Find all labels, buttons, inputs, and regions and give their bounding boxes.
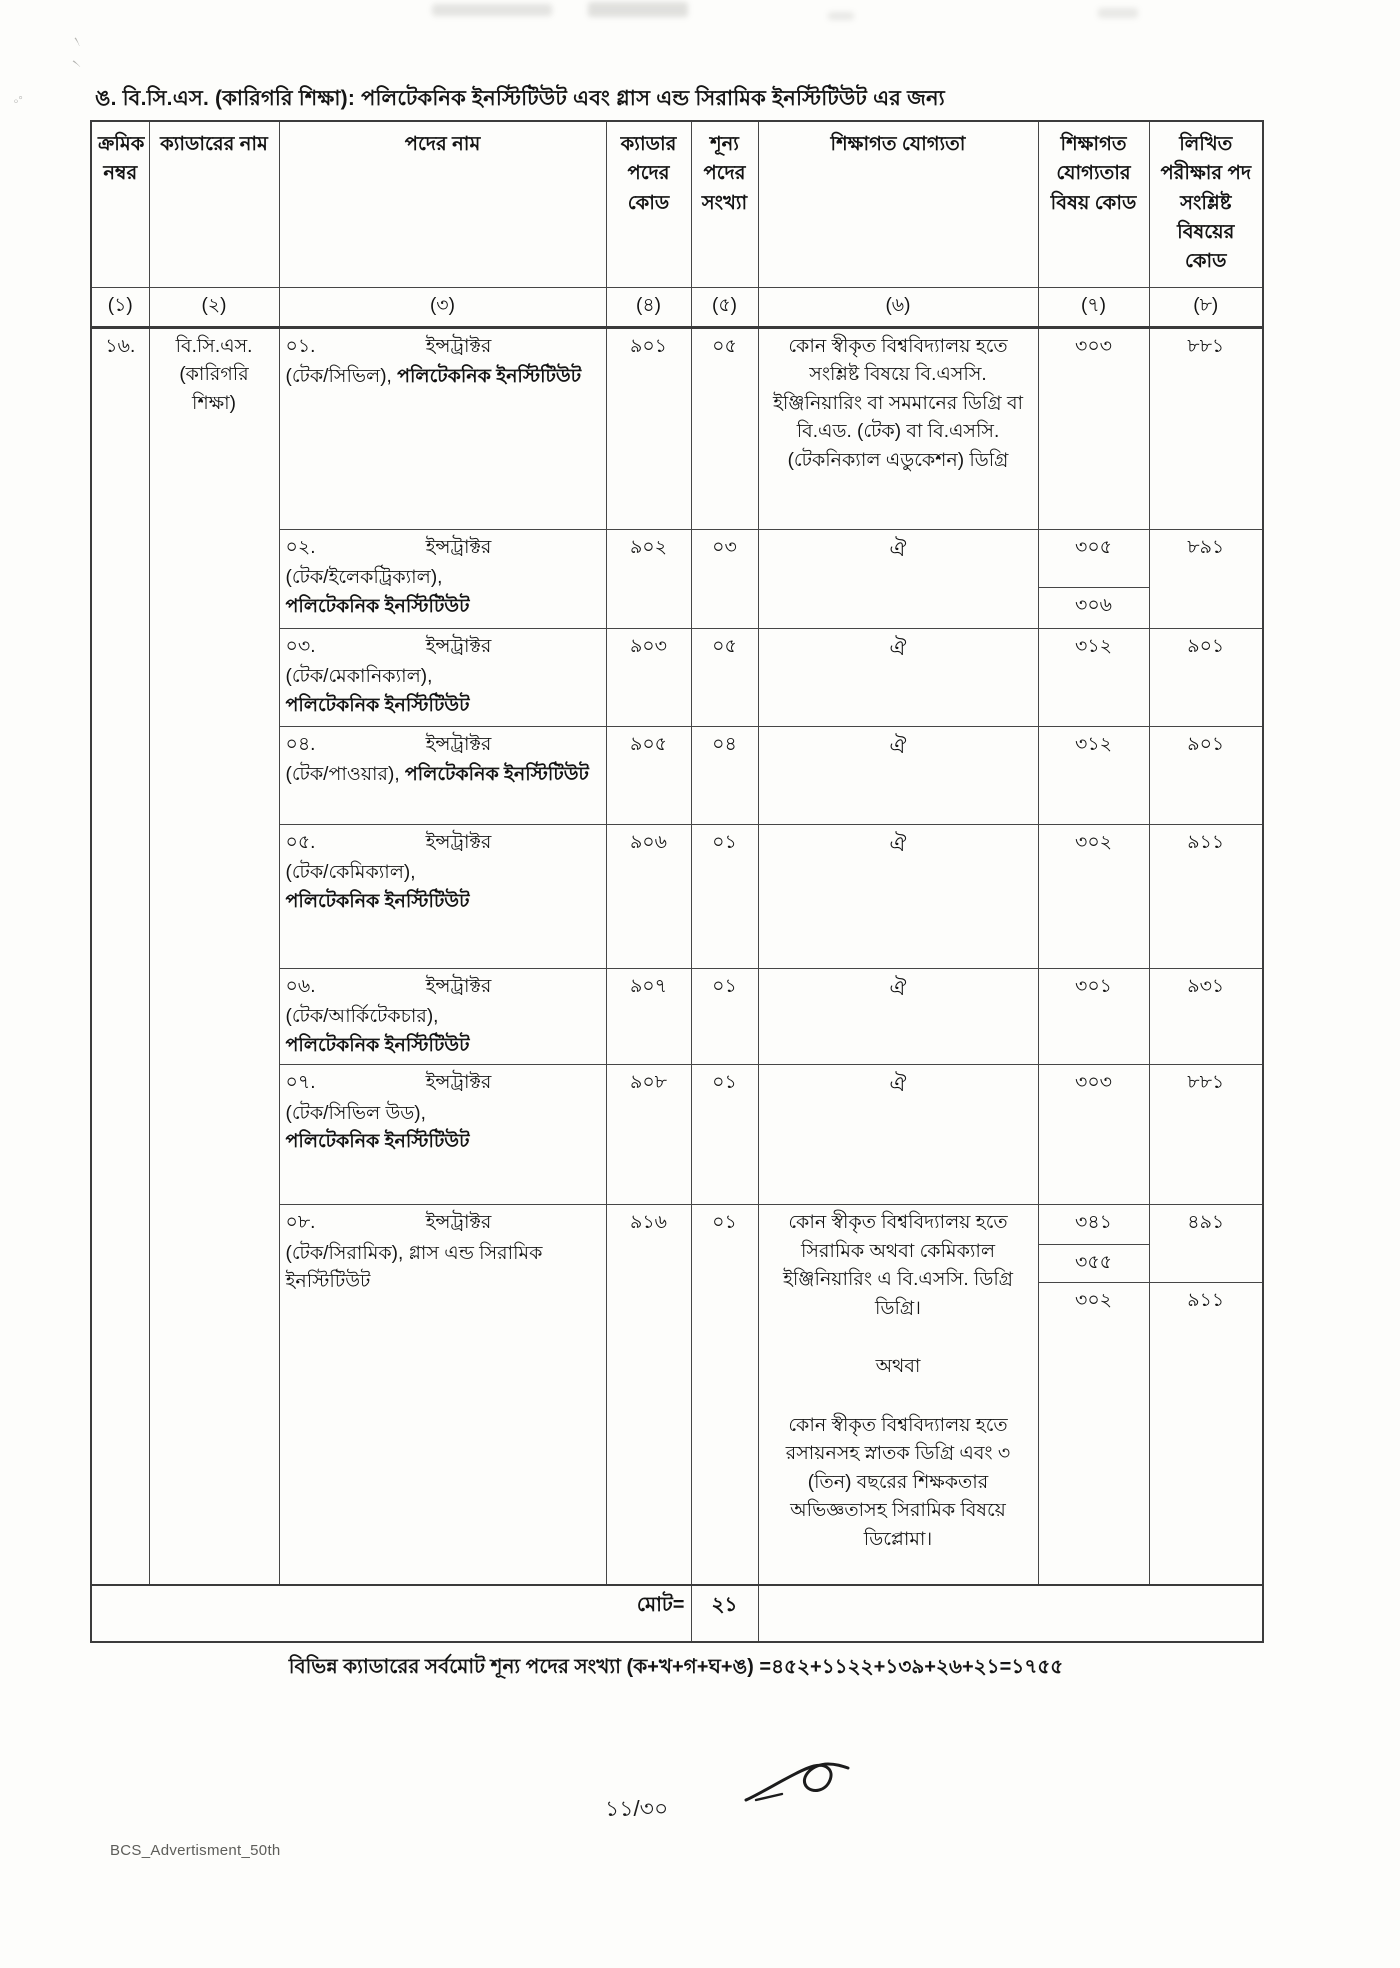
post-number: ০৭. — [285, 1072, 316, 1093]
col-header-cadre: ক্যাডারের নাম — [149, 121, 279, 287]
written-exam-code: ৯১১ — [1149, 1282, 1263, 1585]
written-exam-code: ৯১১ — [1149, 824, 1263, 968]
cadre-name-line1: বি.সি.এস. — [175, 335, 253, 357]
subject-code: ৩০৫ — [1038, 529, 1149, 587]
cadre-post-code: ৯০৩ — [606, 628, 691, 726]
vacancy-count: ০১ — [691, 968, 758, 1065]
subject-code: ৩৫৫ — [1038, 1245, 1149, 1283]
post-spec: (টেক/কেমিক্যাল), — [285, 862, 416, 883]
written-exam-code: ৮৮১ — [1149, 327, 1263, 529]
post-title: ইন্সট্রাক্টর — [425, 335, 492, 357]
written-exam-code: ৮৯১ — [1149, 529, 1263, 628]
institute-name: গ্লাস এন্ড সিরামিক ইনস্টিটিউট — [285, 1242, 543, 1292]
scan-noise — [588, 2, 688, 17]
post-spec: (টেক/সিভিল), — [285, 366, 392, 387]
post-name — [279, 824, 606, 968]
post-title: ইন্সট্রাক্টর — [425, 975, 492, 997]
ditto-mark: ঐ — [758, 824, 1038, 968]
page-number: ১১/৩০ — [605, 1796, 669, 1821]
vacancy-count: ০১ — [691, 1065, 758, 1205]
qualification-or: অথবা — [875, 1356, 921, 1377]
section-title: ঙ. বি.সি.এস. (কারিগরি শিক্ষা): পলিটেকনিক ইনস্টিটিউট এবং গ্লাস এন্ড সিরামিক ইনস্টিটিউট এর জন্য — [95, 87, 945, 110]
vacancy-count: ০৫ — [691, 327, 758, 529]
post-name — [279, 1205, 606, 1586]
col-header-serial: ক্রমিক নম্বর — [91, 121, 149, 287]
cadre-post-code: ৯০৮ — [606, 1065, 691, 1205]
post-spec: (টেক/পাওয়ার), — [285, 764, 400, 785]
post-number: ০৬. — [285, 975, 316, 997]
post-number: ০৩. — [285, 635, 316, 657]
institute-name: পলিটেকনিক ইনস্টিটিউট — [397, 366, 582, 387]
scan-noise — [1098, 8, 1138, 18]
column-number-row — [91, 287, 1263, 327]
post-title: ইন্সট্রাক্টর — [425, 1212, 492, 1233]
institute-name: পলিটেকনিক ইনস্টিটিউট — [285, 595, 470, 617]
cadre-name-line2: (কারিগরি শিক্ষা) — [179, 364, 249, 414]
post-title: ইন্সট্রাক্টর — [425, 733, 492, 755]
qualification-text — [758, 1205, 1038, 1586]
column-number: (৫) — [691, 287, 758, 327]
institute-name: পলিটেকনিক ইনস্টিটিউট — [285, 1131, 470, 1152]
post-number: ০২. — [285, 536, 316, 558]
qualification-text: কোন স্বীকৃত বিশ্ববিদ্যালয় হতে সংশ্লিষ্ট বিষয়ে বি.এসসি. ইঞ্জিনিয়ারিং বা সমমানের ডিগ্রি বা বি.এড. (টেক) বা বি.এসসি. (টেকনিক্যাল এডুকেশন) ডিগ্রি — [758, 327, 1038, 529]
col-header-subject-code: শিক্ষাগত যোগ্যতার বিষয় কোড — [1038, 121, 1149, 287]
ditto-mark: ঐ — [758, 628, 1038, 726]
cadre-post-code: ৯০১ — [606, 327, 691, 529]
vacancy-table — [90, 120, 1264, 1643]
written-exam-code: ৯৩১ — [1149, 968, 1263, 1065]
col-header-written-code: লিখিত পরীক্ষার পদ সংশ্লিষ্ট বিষয়ের কোড — [1149, 121, 1263, 287]
post-spec: (টেক/সিরামিক), — [285, 1242, 404, 1264]
post-spec: (টেক/মেকানিক্যাল), — [285, 666, 433, 687]
subject-code: ৩০২ — [1038, 1282, 1149, 1585]
post-number: ০১. — [285, 335, 316, 357]
ditto-mark: ঐ — [758, 968, 1038, 1065]
post-title: ইন্সট্রাক্টর — [425, 831, 492, 853]
cadre-name — [149, 327, 279, 1585]
cadre-post-code: ৯০৫ — [606, 726, 691, 824]
post-title: ইন্সট্রাক্টর — [425, 536, 492, 558]
post-title: ইন্সট্রাক্টর — [425, 635, 492, 657]
written-exam-code: ৯০১ — [1149, 726, 1263, 824]
cadre-post-code: ৯০৭ — [606, 968, 691, 1065]
subject-code: ৩১২ — [1038, 726, 1149, 824]
post-name — [279, 529, 606, 628]
post-spec: (টেক/আর্কিটেকচার), — [285, 1006, 439, 1027]
vacancy-count: ০১ — [691, 1205, 758, 1586]
institute-name: পলিটেকনিক ইনস্টিটিউট — [285, 1034, 470, 1056]
column-number: (৬) — [758, 287, 1038, 327]
header-row — [91, 121, 1263, 287]
cadre-post-code: ৯০৬ — [606, 824, 691, 968]
cadre-post-code: ৯১৬ — [606, 1205, 691, 1586]
qualification-part1: কোন স্বীকৃত বিশ্ববিদ্যালয় হতে সিরামিক অথবা কেমিক্যাল ইঞ্জিনিয়ারিং এ বি.এসসি. ডিগ্রি ডিগ্রি। — [782, 1212, 1014, 1319]
post-spec: (টেক/ইলেকট্রিক্যাল), — [285, 567, 443, 588]
total-vacancies: ২১ — [691, 1585, 758, 1642]
vacancy-count: ০১ — [691, 824, 758, 968]
post-name — [279, 327, 606, 529]
col-header-cadre-post-code: ক্যাডার পদের কোড — [606, 121, 691, 287]
subject-code: ৩০৬ — [1038, 587, 1149, 628]
vacancy-count: ০৩ — [691, 529, 758, 628]
column-number: (২) — [149, 287, 279, 327]
total-label: মোট= — [91, 1585, 691, 1642]
column-number: (৭) — [1038, 287, 1149, 327]
column-number: (৪) — [606, 287, 691, 327]
subject-code: ৩০১ — [1038, 968, 1149, 1065]
ditto-mark: ঐ — [758, 1065, 1038, 1205]
written-exam-code: ৯০১ — [1149, 628, 1263, 726]
post-spec: (টেক/সিভিল উড), — [285, 1102, 426, 1124]
qualification-part2: কোন স্বীকৃত বিশ্ববিদ্যালয় হতে রসায়নসহ স্নাতক ডিগ্রি এবং ৩ (তিন) বছরের শিক্ষকতার অভিজ্ঞতাসহ সিরামিক বিষয়ে ডিপ্লোমা। — [785, 1414, 1011, 1550]
institute-name: পলিটেকনিক ইনস্টিটিউট — [404, 764, 589, 785]
vacancy-count: ০৪ — [691, 726, 758, 824]
written-exam-code: ৮৮১ — [1149, 1065, 1263, 1205]
post-number: ০৪. — [285, 733, 316, 755]
signature-icon — [742, 1756, 852, 1825]
institute-name: পলিটেকনিক ইনস্টিটিউট — [285, 890, 470, 912]
post-title: ইন্সট্রাক্টর — [425, 1072, 492, 1093]
column-number: (৮) — [1149, 287, 1263, 327]
grand-total-line: বিভিন্ন ক্যাডারের সর্বমোট শূন্য পদের সংখ্যা (ক+খ+গ+ঘ+ঙ) =৪৫২+১১২২+১৩৯+২৬+২১=১৭৫৫ — [288, 1656, 1064, 1678]
written-exam-code: ৪৯১ — [1149, 1205, 1263, 1283]
scan-mark: ৲ — [70, 50, 81, 67]
subject-code: ৩০৩ — [1038, 1065, 1149, 1205]
scan-noise — [828, 12, 854, 20]
cadre-post-code: ৯০২ — [606, 529, 691, 628]
vacancy-count: ০৫ — [691, 628, 758, 726]
post-number: ০৮. — [285, 1212, 316, 1233]
scan-noise — [432, 4, 552, 16]
ditto-mark: ঐ — [758, 726, 1038, 824]
col-header-vacancies: শূন্য পদের সংখ্যা — [691, 121, 758, 287]
institute-name: পলিটেকনিক ইনস্টিটিউট — [285, 694, 470, 716]
subject-code: ৩৪১ — [1038, 1205, 1149, 1245]
empty-cell — [758, 1585, 1263, 1642]
ditto-mark: ঐ — [758, 529, 1038, 628]
scan-mark: ৲ — [72, 28, 85, 45]
post-number: ০৫. — [285, 831, 316, 853]
post-name — [279, 968, 606, 1065]
scan-mark: ৹° — [14, 95, 23, 107]
post-name — [279, 628, 606, 726]
post-name — [279, 1065, 606, 1205]
col-header-qualification: শিক্ষাগত যোগ্যতা — [758, 121, 1038, 287]
subject-code: ৩০২ — [1038, 824, 1149, 968]
col-header-post: পদের নাম — [279, 121, 606, 287]
table-row — [91, 327, 1263, 529]
serial-number: ১৬. — [91, 327, 149, 1585]
total-row — [91, 1585, 1263, 1642]
column-number: (৩) — [279, 287, 606, 327]
subject-code: ৩০৩ — [1038, 327, 1149, 529]
column-number: (১) — [91, 287, 149, 327]
footer-filename: BCS_Advertisment_50th — [110, 1842, 281, 1859]
subject-code: ৩১২ — [1038, 628, 1149, 726]
post-name — [279, 726, 606, 824]
